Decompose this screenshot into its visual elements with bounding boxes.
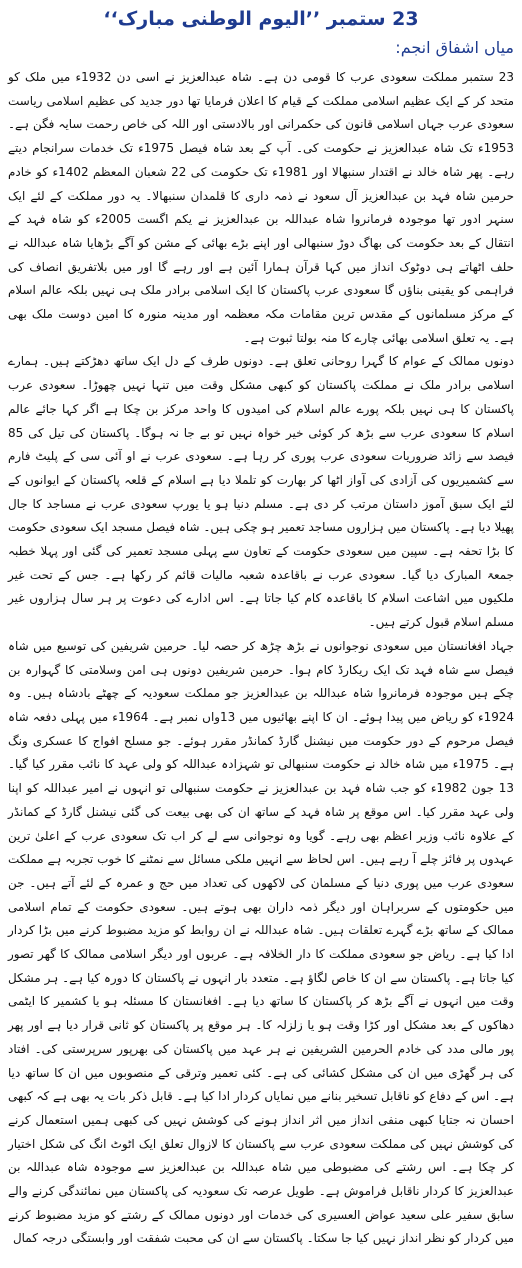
article-paragraph: دونوں ممالک کے عوام کا گہرا روحانی تعلق ہے۔ دونوں طرف کے دل ایک ساتھ دھڑکتے ہیں۔ ہمارے اسلامی برادر ملک نے مملکت پاکستان کو کبھی مشکل وقت میں تنہا نہیں چھوڑا۔ سعودی عرب پاکستان کا ہی نہیں بلکہ پورے عالم اسلام کی امیدوں کا واحد مرکز بن چکا ہے اگر کہا جائے عالم اسلام کا سعودی عرب سے بڑھ کر کوئی خیر خواہ نہیں تو بے جا نہ ہوگا۔ پاکستان کی تیل کی 85 فیصد سے زائد ضروریات سعودی عرب پوری کر رہا ہے۔ سعودی عرب نے او آئی سی کے پلیٹ فارم سے کشمیریوں کی آزادی کی آواز اٹھا کر بھارت کو تلملا دیا ہے اسلام کے قلعہ پاکستان کے ایوانوں کے لئے ایک سبق آموز داستان مرتب کر دی ہے۔ مسلم دنیا ہو یا یورپ سعودی عرب نے مساجد کا جال پھیلا دیا ہے۔ پاکستان میں ہزاروں مساجد تعمیر ہو چکی ہیں۔ شاہ فیصل مسجد ایک سعودی حکومت کا بڑا تحفہ ہے۔ سپین میں سعودی حکومت کے تعاون سے پہلی مسجد تعمیر کی گئی اور پہلا خطبہ جمعۃ المبارک دیا گیا۔ سعودی عرب نے باقاعدہ شعبہ مالیات قائم کر رکھا ہے۔ جس کے تحت غیر ملکیوں میں اشاعت اسلام کا باقاعدہ کام کیا جاتا ہے۔ اس ادارے کی دعوت پر ہر سال ہزاروں غیر مسلم اسلام قبول کرتے ہیں۔ xyxy=(8,354,514,630)
article-paragraph: 23 ستمبر مملکت سعودی عرب کا قومی دن ہے۔ شاہ عبدالعزیز نے اسی دن 1932ء میں ملک کو متحد کر کے ایک عظیم اسلامی مملکت کے قیام کا اعلان فرمایا تھا دور جدید کی عظیم اسلامی ریاست سعودی عرب جہاں اسلامی قانون کی حکمرانی اور بالادستی اور اللہ کی خاص رحمت سایہ فگن ہے۔ 1953ء تک شاہ عبدالعزیز نے حکومت کی۔ آپ کے بعد شاہ فیصل 1975ء تک خدمات سرانجام دیتے رہے۔ پھر شاہ خالد نے اقتدار سنبھالا اور 1981ء تک حکومت کی 22 شعبان المعظم 1402ء کو خادم حرمین شاہ فہد بن عبدالعزیز آل سعود نے ذمہ داری کا قلمدان سنبھالا۔ یہ دور مملکت کے لئے ایک سنہر ادور تھا موجودہ فرمانروا شاہ عبداللہ بن عبدالعزیز نے یکم اگست 2005ء کو شاہ فہد کے انتقال کے بعد حکومت کی بھاگ دوڑ سنبھالی اور اپنے بڑے بھائی کے مشن کو آگے بڑھایا شاہ عبداللہ نے حلف اٹھاتے ہی دوٹوک انداز میں کہا قرآن ہمارا آئین ہے اور رہے گا اور میں بلاتفریق انصاف کی فراہمی کو یقینی بناؤں گا سعودی عرب پاکستان کا ایک اسلامی برادر ملک ہی نہیں بلکہ عالم اسلام کے مرکز مسلمانوں کے مقدس ترین مقامات مکہ معظمہ اور مدینہ منورہ کا امین دوست ملک بھی ہے۔ یہ تعلق اسلامی بھائی چارے کا منہ بولتا ثبوت ہے۔ xyxy=(8,70,514,345)
article-paragraph: جہاد افغانستان میں سعودی نوجوانوں نے بڑھ چڑھ کر حصہ لیا۔ حرمین شریفین کی توسیع میں شاہ فیصل سے شاہ فہد تک ایک ریکارڈ کام ہوا۔ حرمین شریفین دونوں ہی امن وسلامتی کا گہوارہ بن چکے ہیں موجودہ فرمانروا شاہ عبداللہ بن عبدالعزیز جو مملکت سعودیہ کے چھٹے بادشاہ ہیں۔ وہ 1924ء کو ریاض میں پیدا ہوئے۔ ان کا اپنے بھائیوں میں 13واں نمبر ہے۔ 1964ء میں پہلی دفعہ شاہ فیصل مرحوم کے دور حکومت میں نیشنل گارڈ کمانڈر مقرر ہوئے۔ جو مسلح افواج کا عسکری ونگ ہے۔ 1975ء میں شاہ خالد نے حکومت سنبھالی تو شہزادہ عبداللہ کو ولی عہد کا نائب مقرر کیا گیا۔ 13 جون 1982ء کو جب شاہ فہد بن عبدالعزیز نے حکومت سنبھالی تو انہوں نے امیر عبداللہ کو اپنا ولی عہد مقرر کیا۔ اس موقع پر شاہ فہد کے ساتھ ان کی بھی بیعت کی گئی نیشنل گارڈ کے کمانڈر کے علاوہ نائب وزیر اعظم بھی رہے۔ گویا وہ نوجوانی سے لے کر اب تک سعودی عرب کے اعلیٰ ترین عہدوں پر فائز چلے آ رہے ہیں۔ اس لحاظ سے انہیں ملکی مسائل سے نمٹنے کا خوب تجربہ ہے مملکت سعودی عرب میں پوری دنیا کے مسلمان کی لاکھوں کی تعداد میں حج و عمرہ کے لئے آتے ہیں۔ جن میں حکومتوں کے سربراہان اور دیگر ذمہ داران بھی ہوتے ہیں۔ سعودی حکومت کے تمام اسلامی ممالک کے ساتھ بڑے گہرے تعلقات ہیں۔ شاہ عبداللہ نے ان روابط کو مزید مضبوط کرنے میں بڑا کردار ادا کیا ہے۔ ریاض جو سعودی مملکت کا دار الخلافہ ہے۔ عربوں اور دیگر اسلامی ممالک کا گھر تصور کیا جاتا ہے۔ پاکستان سے ان کا خاص لگاؤ ہے۔ متعدد بار انہوں نے پاکستان کا دورہ کیا ہے۔ ہر مشکل وقت میں انہوں نے آگے بڑھ کر پاکستان کا ساتھ دیا ہے۔ افغانستان کا مسئلہ ہو یا کشمیر کا ایٹمی دھاکوں کے بعد مشکل اور کڑا وقت ہو یا زلزلہ کا۔ ہر موقع پر پاکستان کو ثانی قرار دیا ہے اور پھر پور مالی مدد کی خادم الحرمین الشریفین نے ہر عہد میں پاکستان کی بھرپور سرپرستی کی۔ افتاد کی ہر گھڑی میں ان کی مشکل کشائی کی ہے۔ کئی تعمیر وترقی کے منصوبوں میں ان کا ساتھ دیا ہے۔ اس کے دفاع کو ناقابل تسخیر بنانے میں نمایاں کردار ادا کیا ہے۔ قابل ذکر بات یہ بھی ہے کہ کبھی احسان نہ جتایا کبھی منفی انداز میں اثر انداز ہونے کی کوشش نہیں کی کبھی ہمیں استعمال کرنے کی کوشش نہیں کی مملکت سعودی عرب سے پاکستان کا لازوال تعلق ایک اٹوٹ انگ کی شکل اختیار کر چکا ہے۔ اس رشتے کی مضبوطی میں شاہ عبداللہ بن عبدالعزیز سے موجودہ شاہ عبداللہ بن عبدالعزیز کا کردار ناقابل فراموش ہے۔ طویل عرصہ تک سعودیہ کی پاکستان میں نمائندگی کرنے والے سابق سفیر علی سعید عواض العسیری کی خدمات اور دونوں ممالک کے رشتے کو مزید مضبوط کرنے میں کردار کو نظر انداز نہیں کیا جا سکتا۔ پاکستان سے ان کی محبت شفقت اور وابستگی درجہ کمال xyxy=(8,638,515,1246)
article-headline: 23 ستمبر ’’الیوم الوطنی مبارک‘‘ xyxy=(103,8,419,30)
article-body xyxy=(8,66,514,1251)
author-byline: میاں اشفاق انجم: xyxy=(395,38,514,57)
